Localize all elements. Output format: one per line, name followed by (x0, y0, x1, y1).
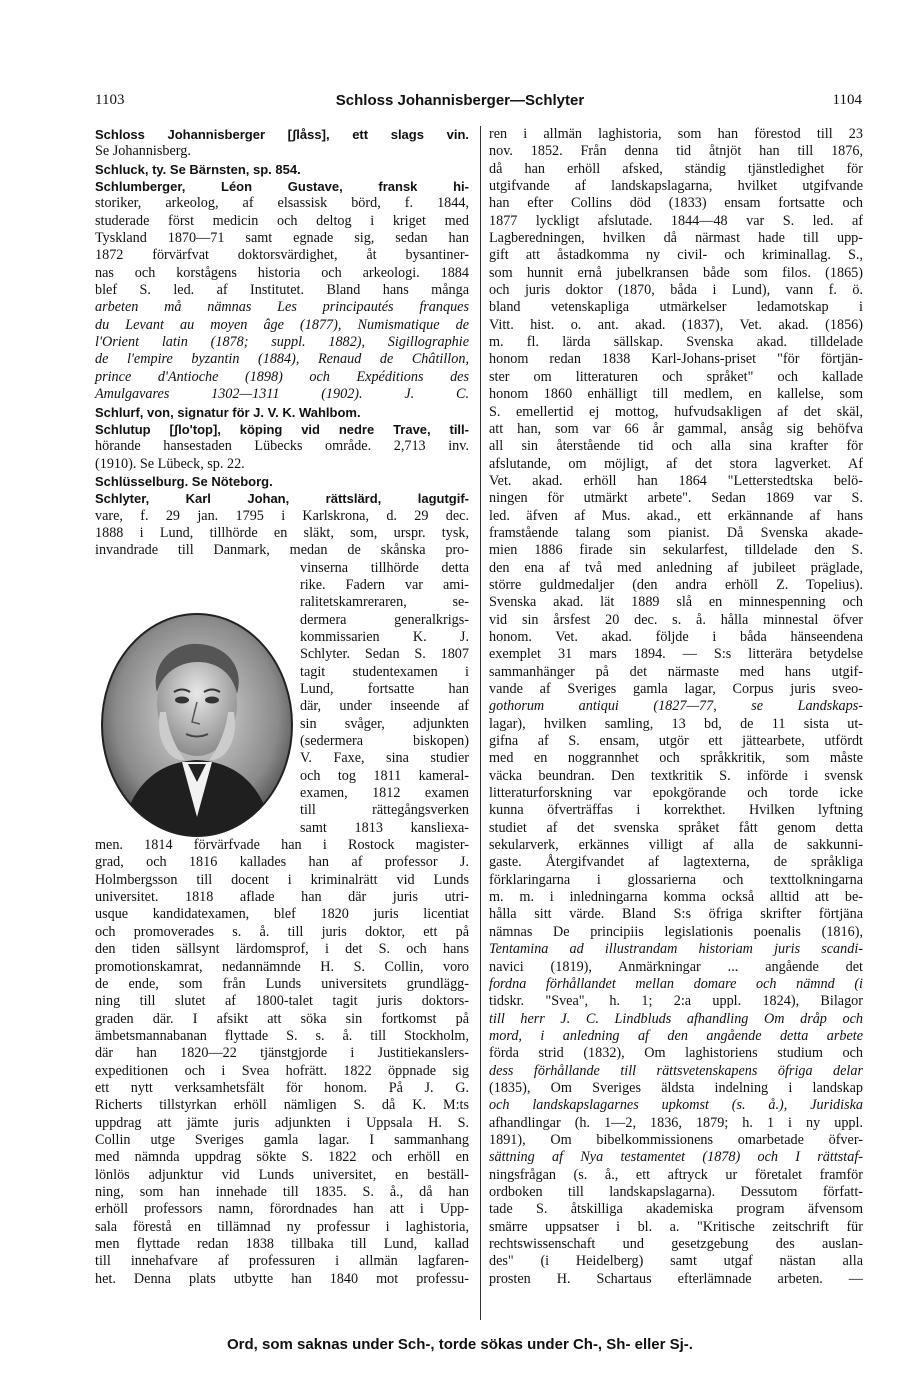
text-line: Schlumberger, Léon Gustave, fransk hi- (95, 179, 469, 195)
text-line: gaste. Återgifvandet af lagtexterna, de språkliga (489, 854, 863, 871)
text-line: samt 1813 kansliexa- (300, 819, 469, 836)
text-line: Vitt. hist. o. ant. akad. (1837), Vet. akad. (1856) (489, 316, 863, 333)
text-line: ämbetsmannabanan flyttade S. s. å. till Stockholm, (95, 1027, 469, 1044)
text-line: hörande hansestaden Lübecks område. 2,713 inv. (95, 438, 469, 455)
text-line: där han 1820—22 tjänstgjorde i Justitiekanslers- (95, 1045, 469, 1062)
text-line: tade S. åtskilliga akademiska program äfvensom (489, 1201, 863, 1218)
text-line: invandrade till Danmark, medan de skånska pro- (95, 542, 469, 559)
text-line: du Levant au moyen âge (1877), Numismatique de (95, 316, 469, 333)
text-line: Schlutup [ʃlo'top], köping vid nedre Trave, till- (95, 421, 469, 437)
text-line: storiker, arkeolog, af elsassisk börd, f. 1844, (95, 195, 469, 212)
text-line: Collin utge Sveriges gamla lagar. I sammanhang (95, 1131, 469, 1148)
text-line: blef S. led. af Institutet. Bland hans många (95, 282, 469, 299)
page-number-left: 1103 (95, 92, 125, 108)
text-line: exemplet 31 mars 1894. — S:s litterära betydelse (489, 646, 863, 663)
text-line: till rättegångsverken (300, 802, 469, 819)
text-line: med nämnda uppdrag sökte S. 1822 och erhöll en (95, 1149, 469, 1166)
text-line: Amulgavares 1302—1311 (1902). J. C. (95, 386, 469, 403)
text-line: ning till slutet af 1800-talet tagit juris doktors- (95, 993, 469, 1010)
text-line: all sin återstående tid och alla sina krafter för (489, 438, 863, 455)
text-line: Holmbergsson till docent i kriminalrätt vid Lunds (95, 871, 469, 888)
text-line: han efter Collins död (1833) ensam fortsatte och (489, 195, 863, 212)
text-line: (1835), Om Sveriges äldsta indelning i landskap (489, 1079, 863, 1096)
text-line: 1891), Om bibelkommissionens omarbetade öfver- (489, 1131, 863, 1148)
portrait-engraving (100, 612, 294, 838)
text-line: nämnas De principiis legislationis poenalis (1816), (489, 923, 863, 940)
text-line: grad, och 1816 kallades han af professor J. (95, 854, 469, 871)
text-line: afhandlingar (h. 1—2, 1836, 1879; h. 1 i ny uppl. (489, 1114, 863, 1131)
text-line: större guldmedaljer (den andra erhöll Z. Topelius). (489, 576, 863, 593)
text-line: 1888 i Lund, tillhörde en släkt, som, urspr. tysk, (95, 524, 469, 541)
text-line: Lagberedningen, hvilken då närmast hade till upp- (489, 230, 863, 247)
right-column (489, 126, 863, 1288)
text-line: 1872 förvärfvat doktorsvärdighet, åt bysantiner- (95, 247, 469, 264)
text-line: lagar), hvilken samling, 13 bd, de 11 sista ut- (489, 715, 863, 732)
text-line: S. emellertid ej mottog, hufvudsakligen af det skäl, (489, 403, 863, 420)
portrait-illustration (100, 612, 294, 838)
text-line: den tiden sällsynt lärdomsprof, i det S. och hans (95, 941, 469, 958)
text-line: mord, i anledning af den angående detta arbete (489, 1027, 863, 1044)
text-line: rike. Fadern var ami- (300, 576, 469, 593)
text-line: des" (i Heidelberg) samt utgaf nästan alla (489, 1253, 863, 1270)
text-line: examen, 1812 examen (300, 785, 469, 802)
page-number-right: 1104 (832, 92, 862, 108)
text-line: gift att åstadkomma ny civil- och kriminallag. S., (489, 247, 863, 264)
text-line: Richerts tillstyrkan erhöll nämligen S. då K. M:ts (95, 1097, 469, 1114)
text-line: förda strid (1832), Om laghistoriens studium och (489, 1045, 863, 1062)
text-line: expeditionen och i Svea hofrätt. 1822 öppnade sig (95, 1062, 469, 1079)
text-line: honom redan 1838 Karl-Johans-priset "för förtjän- (489, 351, 863, 368)
text-line: hålla sitt värde. Bland S:s öfriga skrifter förtjäna (489, 906, 863, 923)
text-line: uppdrag att jämte juris adjunkten i Uppsala H. S. (95, 1114, 469, 1131)
text-line: sala förestå en tillämnad ny professur i laghistoria, (95, 1218, 469, 1235)
text-line: där, under inseende af (300, 698, 469, 715)
text-line: ningen för utmärkt arbete". Sedan 1869 var S. (489, 490, 863, 507)
text-line: m. m. i inledningarna komma också alltid att be- (489, 889, 863, 906)
text-line: prosten H. Schartaus efterlämnade arbeten. — (489, 1270, 863, 1287)
text-line: nas och korstågens historia och arkeologi. 1884 (95, 264, 469, 281)
text-line: Tyskland 1870—71 samt egnade sig, sedan han (95, 230, 469, 247)
column-divider (480, 126, 481, 1320)
page-header (0, 92, 920, 112)
text-line: studerade först medicin och deltog i kriget med (95, 212, 469, 229)
text-line: förklaringarna i glossarierna och texttolkningarna (489, 871, 863, 888)
text-line: lönlös adjunktur vid Lunds universitet, en beställ- (95, 1166, 469, 1183)
text-line: smärre uppsatser i bl. a. "Kritische zeitschrift für (489, 1218, 863, 1235)
text-line: bland vetenskapliga utmärkelser ledamotskap i (489, 299, 863, 316)
text-line: kunna öfverträffas i korrekthet. Hvilken lyftning (489, 802, 863, 819)
text-line: sammanhänger på det närmaste med hans utgif- (489, 663, 863, 680)
text-line: (1910). Se Lübeck, sp. 22. (95, 455, 245, 472)
text-line: ningsfrågan (s. å., ett aftryck ur företalet framför (489, 1166, 863, 1183)
text-line: vare, f. 29 jan. 1795 i Karlskrona, d. 29 dec. (95, 507, 469, 524)
text-line: men. 1814 förvärfvade han i Rostock magister- (95, 837, 469, 854)
text-line: Tentamina ad illustrandam historiam juris scandi- (489, 941, 863, 958)
text-line: graden där. I afsikt att söka sin fortkomst på (95, 1010, 469, 1027)
text-line: och juris doktor (1870, båda i Lund), vann f. ö. (489, 282, 863, 299)
text-line: studiet af det svenska språket fått genom detta (489, 819, 863, 836)
text-line: fordna förhållandet mellan domare och nämnd (i (489, 975, 863, 992)
text-line: het. Denna plats utbytte han 1840 mot professu- (95, 1270, 469, 1287)
text-line: ralitetskamreraren, se- (300, 594, 469, 611)
text-line: ster om litteraturen och språket" och kallade (489, 368, 863, 385)
text-line: till herr J. C. Lindbluds afhandling Om dråp och (489, 1010, 863, 1027)
text-line: Vet. akad. erhöll han 1864 "Letterstedtska belö- (489, 472, 863, 489)
text-line: vinserna tillhörde detta (300, 559, 469, 576)
text-line: 1877 lyckligt afslutade. 1844—48 var S. led. af (489, 212, 863, 229)
text-line: kommissarien K. J. (300, 628, 469, 645)
text-line: dess förhållande till rättsvetenskapens öfriga delar (489, 1062, 863, 1079)
text-line: Schlyter, Karl Johan, rättslärd, lagutgif- (95, 491, 469, 507)
text-line: led. äfven af Mus. akad., ett erkännande af hans (489, 507, 863, 524)
text-line: de l'empire byzantin (1884), Renaud de Châtillon, (95, 351, 469, 368)
text-line: rechtswissenschaft und gesetzgebung des auslan- (489, 1236, 863, 1252)
text-line: de ende, som från Lunds universitets grundlägg- (95, 975, 469, 992)
text-line: vid sin årsfest 20 dec. s. å. hålla minnestal öfver (489, 611, 863, 628)
text-line: (sedermera biskopen) (300, 733, 469, 750)
text-line: navici (1819), Anmärkningar ... angående det (489, 958, 863, 975)
text-line: Schloss Johannisberger [ʃlåss], ett slags vin. (95, 127, 469, 142)
text-line: usque kandidatexamen, blef 1820 juris licentiat (95, 906, 469, 923)
text-line: att han, som var 66 år gammal, ansåg sig behöfva (489, 420, 863, 437)
text-line: l'Orient latin (1878; suppl. 1882), Sigillographie (95, 334, 469, 351)
page-footer-note: Ord, som saknas under Sch-, torde sökas under Ch-, Sh- eller Sj-. (227, 1336, 693, 1353)
text-line: sekularverk, erkännes villigt af alla de sakkunni- (489, 837, 863, 854)
text-line: sin svåger, adjunkten (300, 715, 469, 732)
text-line: mien 1886 firade sin sekularfest, tilldelade den S. (489, 542, 863, 559)
text-line: och promoverades s. å. till juris doktor, ett på (95, 923, 469, 940)
text-line: Schlurf, von, signatur för J. V. K. Wahlbom. (95, 404, 361, 420)
text-line: promotionskamrat, nedannämnde H. S. Collin, voro (95, 958, 469, 975)
text-line: som hunnit ernå jubelkransen både som filos. (1865) (489, 264, 863, 281)
text-line: prince d'Antioche (1898) och Expéditions des (95, 368, 469, 385)
text-line: framstående talang som pianist. Då Svenska akade- (489, 524, 863, 541)
text-line: utgifvande af landskapslagarna, hvilket utgifvande (489, 178, 863, 195)
text-line: m. fl. lärda sällskap. Svenska akad. tilldelade (489, 334, 863, 351)
text-line: med en noggrannhet och språkkritik, som måste (489, 750, 863, 767)
text-line: och landskapslagarnes upkomst (s. å.), Juridiska (489, 1097, 863, 1114)
text-line: litteraturforskning var epokgörande och torde icke (489, 785, 863, 802)
text-line: Se Johannisberg. (95, 143, 191, 160)
text-line: Schluck, ty. Se Bärnsten, sp. 854. (95, 161, 301, 177)
text-line: nov. 1852. Från denna tid åtnjöt han till 1876, (489, 143, 863, 160)
text-line: väcka beundran. Den textkritik S. införde i svensk (489, 767, 863, 784)
text-line: Svenska akad. lät 1889 slå en minnespenning och (489, 594, 863, 611)
text-line: Lund, fortsatte han (300, 681, 469, 697)
text-line: men flyttade redan 1838 tillbaka till Lund, kallad (95, 1236, 469, 1252)
text-line: gothorum antiqui (1827—77, se Landskaps- (489, 698, 863, 715)
text-line: erhöll professors namn, förordnades han att i Upp- (95, 1201, 469, 1218)
text-line: dermera generalkrigs- (300, 611, 469, 628)
text-line: Schlyter. Sedan S. 1807 (300, 646, 469, 663)
text-line: ordboken till landskapslagarna). Dessutom författ- (489, 1183, 863, 1200)
text-line: V. Faxe, sina studier (300, 750, 469, 767)
text-line: afslutande, om möjligt, af det stora lagverket. Af (489, 455, 863, 472)
text-line: till innehafvare af professuren i allmän lagfaren- (95, 1253, 469, 1270)
text-line: universitet. 1818 aflade han där juris utri- (95, 889, 469, 906)
text-line: tidskr. "Svea", h. 1; 2:a uppl. 1824), Bilagor (489, 993, 863, 1010)
text-line: vande af Sveriges gamla lagar, Corpus juris sveo- (489, 681, 863, 697)
text-line: ren i allmän laghistoria, som han förestod till 23 (489, 126, 863, 142)
text-line: då han erhöll afsked, ständig tjänstledighet för (489, 160, 863, 177)
text-line: Schlüsselburg. Se Nöteborg. (95, 473, 273, 489)
text-line: ett nytt verksamhetsfält för honom. På J. G. (95, 1079, 469, 1096)
text-line: honom 1860 enhälligt till medlem, en kallelse, som (489, 386, 863, 403)
text-line: arbeten må nämnas Les principautés franques (95, 299, 469, 316)
text-line: den ena af två med anledning af jubileet präglade, (489, 559, 863, 576)
text-line: tagit studentexamen i (300, 663, 469, 680)
text-line: sättning af Nya testamentet (1878) och I rättstaf- (489, 1149, 863, 1166)
running-title: Schloss Johannisberger—Schlyter (335, 92, 585, 109)
text-line: gifna af S. ensam, utgör ett jättearbete, utfördt (489, 733, 863, 750)
text-line: och tog 1811 kameral- (300, 767, 469, 784)
text-line: ning, som han innehade till 1835. S. å., då han (95, 1183, 469, 1200)
text-line: honom. Vet. akad. följde i båda hänseendena (489, 628, 863, 645)
